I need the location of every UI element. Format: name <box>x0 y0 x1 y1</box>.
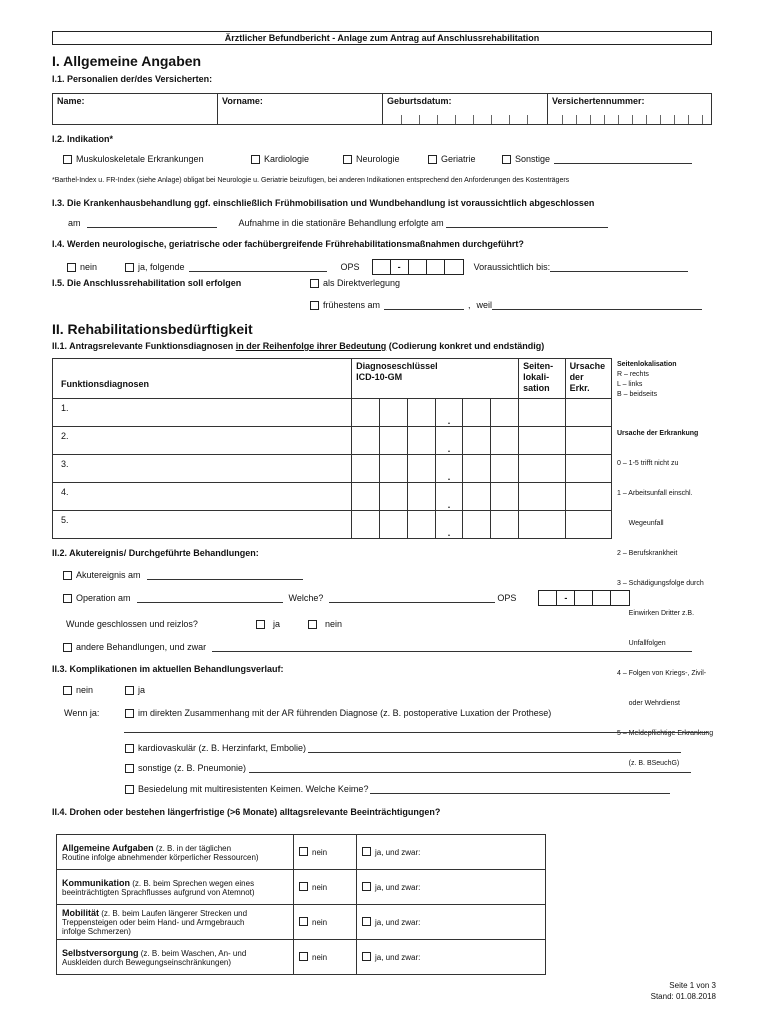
nein-label: nein <box>312 848 328 857</box>
beeintraechtigung-title: Kommunikation <box>62 877 131 888</box>
icd-cell-dot[interactable]: . <box>435 427 463 455</box>
beeintraechtigung-text: Routine infolge abnehmender körperlicher Ressourcen) <box>62 852 259 862</box>
beeintraechtigungen-heading: II.4. Drohen oder bestehen längerfristige (>6 Monate) alltagsrelevante Beeinträchtigungen? <box>52 807 441 817</box>
fruehestens-row: frühestens am , weil <box>310 300 702 310</box>
legend-item: 1 – Arbeitsunfall einschl. <box>617 490 693 497</box>
beeintraechtigung-desc <box>57 835 294 870</box>
diagnose-table <box>52 358 612 539</box>
versichertennummer-label: Versichertennummer: <box>552 96 645 106</box>
voraussichtlich-label: Voraussichtlich bis: <box>473 262 551 272</box>
name-label: Name: <box>57 96 85 106</box>
ops-dash: - <box>557 591 575 605</box>
legend-item: Einwirken Dritter z.B. <box>617 610 695 617</box>
seitenlokalisation-legend <box>617 360 747 400</box>
abschluss-date-input[interactable] <box>87 219 217 228</box>
nein-label: nein <box>80 262 98 272</box>
diagnose-row <box>53 427 612 455</box>
kommunikation-nein-checkbox[interactable] <box>299 882 308 891</box>
fruehestens-date-input[interactable] <box>384 301 464 310</box>
page-number: Seite 1 von 3 <box>669 981 716 990</box>
komplikation-direkt-checkbox[interactable] <box>125 709 134 718</box>
th-line: der <box>569 372 584 382</box>
legend-item: 5 – Meldepflichtige Erkrankung <box>617 730 714 737</box>
th-line: lokali- <box>523 372 550 382</box>
personalien-heading: I.1. Personalien der/des Versicherten: <box>52 74 213 84</box>
fruehreha-row <box>67 259 688 275</box>
fruehestens-label: frühestens am <box>323 300 381 310</box>
operation-ops-boxes[interactable] <box>538 590 630 606</box>
versichertennummer-field[interactable] <box>548 94 712 125</box>
icd-cell[interactable] <box>463 427 491 455</box>
weil-input[interactable] <box>492 301 702 310</box>
beeintraechtigung-title: Mobilität <box>62 908 99 918</box>
allgemeine-nein-checkbox[interactable] <box>299 847 308 856</box>
am-label: am <box>68 218 81 228</box>
welche-label: Welche? <box>288 593 324 603</box>
beeintraechtigungen-table <box>56 834 546 975</box>
akutereignis-heading: II.2. Akutereignis/ Durchgeführte Behandlungen: <box>52 548 259 558</box>
icd-cell[interactable] <box>379 399 407 427</box>
section-2-title: II. Rehabilitationsbedürftigkeit <box>52 321 253 337</box>
sonstige-row <box>125 763 691 773</box>
th-line: Ursache <box>569 361 606 371</box>
nein-cell <box>294 940 357 975</box>
indikation-footnote: *Barthel-Index u. FR-Index (siehe Anlage) obligat bei Neurologie u. Geriatrie beizufügen, bei anderen Indikationen entsprechend den Anforderungen des Kostenträgers <box>52 177 570 184</box>
icd-cell[interactable] <box>352 511 380 539</box>
sonstige-input[interactable] <box>554 155 692 164</box>
th-icd <box>352 359 519 399</box>
selbstversorgung-nein-checkbox[interactable] <box>299 952 308 961</box>
ja-label: ja <box>138 685 146 695</box>
fruehreha-ja-checkbox[interactable] <box>125 263 134 272</box>
seite-cell[interactable] <box>519 483 565 511</box>
icd-cell[interactable] <box>491 399 519 427</box>
wunde-ja-checkbox[interactable] <box>256 620 265 629</box>
seite-cell[interactable] <box>519 455 565 483</box>
icd-cell-dot[interactable]: . <box>435 399 463 427</box>
fruehreha-heading: I.4. Werden neurologische, geriatrische oder fachübergreifende Frührehabilitationsmaßnahmen durchgeführt? <box>52 239 524 249</box>
voraussichtlich-input[interactable] <box>550 263 688 272</box>
ja-label: ja, und zwar: <box>375 953 421 962</box>
komplikationen-nein-checkbox[interactable] <box>63 686 72 695</box>
ursache-cell[interactable] <box>565 455 611 483</box>
diagnose-row-label[interactable]: 5. <box>53 511 352 539</box>
beeintraechtigung-row <box>57 870 546 905</box>
funktionsdiagnosen-heading <box>52 341 544 351</box>
legend-item: L – links <box>617 381 643 388</box>
beeintraechtigung-text: Auskleiden durch Bewegungseinschränkungen) <box>62 957 231 967</box>
indikation-neurologie-checkbox[interactable] <box>343 155 352 164</box>
direktverlegung-row <box>310 278 400 288</box>
fruehreha-folgende-input[interactable] <box>189 263 327 272</box>
th-line: Seiten- <box>523 361 554 371</box>
icd-cell[interactable] <box>407 455 435 483</box>
beeintraechtigung-row <box>57 905 546 940</box>
beeintraechtigung-text: (z. B. beim Laufen längerer Strecken und <box>99 909 248 918</box>
ursache-cell[interactable] <box>565 427 611 455</box>
komplikation-keime-checkbox[interactable] <box>125 785 134 794</box>
legend-title: Ursache der Erkrankung <box>617 430 699 437</box>
akutereignis-date-input[interactable] <box>147 571 303 580</box>
icd-cell[interactable] <box>379 455 407 483</box>
beeintraechtigung-text: Treppensteigen oder beim Hand- und Armgebrauch <box>62 918 245 927</box>
icd-cell[interactable] <box>379 511 407 539</box>
icd-cell-dot[interactable]: . <box>435 483 463 511</box>
kommunikation-ja-checkbox[interactable] <box>362 882 371 891</box>
legend-item: 4 – Folgen von Kriegs-, Zivil- <box>617 670 707 677</box>
th-line: sation <box>523 383 550 393</box>
abschluss-row <box>68 218 608 228</box>
indikation-options <box>63 154 692 164</box>
icd-cell[interactable] <box>379 483 407 511</box>
th-icd-line1: Diagnoseschlüssel <box>356 361 438 371</box>
indikation-label: Muskuloskeletale Erkrankungen <box>76 154 204 164</box>
th-line: Erkr. <box>569 383 590 393</box>
nein-label: nein <box>325 619 343 629</box>
diagnose-row-label[interactable]: 3. <box>53 455 352 483</box>
operation-checkbox[interactable] <box>63 594 72 603</box>
indikation-sonstige-checkbox[interactable] <box>502 155 511 164</box>
aufnahme-date-input[interactable] <box>446 219 608 228</box>
ja-cell <box>357 835 546 870</box>
beeintraechtigung-title: Allgemeine Aufgaben <box>62 842 154 853</box>
selbstversorgung-ja-checkbox[interactable] <box>362 952 371 961</box>
legend-item: Wegeunfall <box>617 520 664 527</box>
operation-welche-input[interactable] <box>329 594 495 603</box>
icd-cell-dot[interactable]: . <box>435 455 463 483</box>
legend-item: oder Wehrdienst <box>617 700 680 707</box>
seite-cell[interactable] <box>519 399 565 427</box>
komplikationen-ja-checkbox[interactable] <box>125 686 134 695</box>
indikation-heading: I.2. Indikation* <box>52 134 114 144</box>
ursache-cell[interactable] <box>565 511 611 539</box>
beeintraechtigung-title: Selbstversorgung <box>62 947 139 958</box>
legend-title: Seitenlokalisation <box>617 361 677 368</box>
komplikation-label: Besiedelung mit multiresistenten Keimen. Welche Keime? <box>138 784 369 794</box>
nein-label: nein <box>76 685 94 695</box>
icd-cell[interactable] <box>407 511 435 539</box>
fruehestens-checkbox[interactable] <box>310 301 319 310</box>
beeintraechtigung-text: (z. B. beim Sprechen wegen eines <box>130 878 255 888</box>
ops-dash: - <box>391 260 409 274</box>
th-seitenlokalisation <box>519 359 565 399</box>
beeintraechtigung-text: beeinträchtigten Sprachflusses aufgrund von Atemnot) <box>62 887 255 897</box>
komplikation-sonstige-input[interactable] <box>249 764 691 773</box>
nein-cell <box>294 835 357 870</box>
diagnose-row <box>53 483 612 511</box>
icd-cell[interactable] <box>407 483 435 511</box>
komplikation-direkt-input[interactable] <box>124 732 708 733</box>
operation-label: Operation am <box>76 593 131 603</box>
legend-item: B – beidseits <box>617 391 658 398</box>
fruehreha-nein-checkbox[interactable] <box>67 263 76 272</box>
geburtsdatum-label: Geburtsdatum: <box>387 96 452 106</box>
ja-cell <box>357 870 546 905</box>
indikation-label: Geriatrie <box>441 154 476 164</box>
wunde-label: Wunde geschlossen und reizlos? <box>66 619 198 629</box>
section-1-title: I. Allgemeine Angaben <box>52 53 202 69</box>
legend-item: 0 – 1-5 trifft nicht zu <box>617 460 679 467</box>
legend-item: Unfallfolgen <box>617 640 666 647</box>
icd-cell[interactable] <box>352 427 380 455</box>
personalien-table <box>52 93 712 125</box>
nein-label: nein <box>312 883 328 892</box>
ja-label: ja, und zwar: <box>375 883 421 892</box>
legend-item: (z. B. BSeuchG) <box>617 760 680 767</box>
icd-cell[interactable] <box>407 427 435 455</box>
ursache-legend <box>617 409 747 779</box>
vorname-field[interactable] <box>218 94 383 125</box>
operation-row <box>63 590 630 606</box>
heading-part: (Codierung konkret und endständig) <box>386 341 545 351</box>
akutereignis-checkbox[interactable] <box>63 571 72 580</box>
stand-date: Stand: 01.08.2018 <box>650 992 716 1001</box>
ja-label: ja, und zwar: <box>375 918 421 927</box>
mobilitaet-nein-checkbox[interactable] <box>299 917 308 926</box>
legend-item: 2 – Berufskrankheit <box>617 550 678 557</box>
ja-cell <box>357 905 546 940</box>
krankenhausbehandlung-heading: I.3. Die Krankenhausbehandlung ggf. einschließlich Frühmobilisation und Wundbehandlung ist voraussichtlich abgeschlossen <box>52 198 595 208</box>
icd-cell[interactable] <box>491 483 519 511</box>
beeintraechtigung-desc <box>57 905 294 940</box>
wunde-nein-checkbox[interactable] <box>308 620 317 629</box>
legend-item: 3 – Schädigungsfolge durch <box>617 580 704 587</box>
komplikation-keime-input[interactable] <box>370 785 670 794</box>
allgemeine-ja-checkbox[interactable] <box>362 847 371 856</box>
nein-label: nein <box>312 953 328 962</box>
beeintraechtigung-text: (z. B. beim Waschen, An- und <box>138 948 247 958</box>
nein-cell <box>294 870 357 905</box>
wenn-ja-row <box>64 708 551 718</box>
beeintraechtigung-desc <box>57 940 294 975</box>
icd-cell[interactable] <box>463 455 491 483</box>
diagnose-row <box>53 455 612 483</box>
indikation-label: Neurologie <box>356 154 400 164</box>
heading-part-underlined: in der Reihenfolge ihrer Bedeutung <box>235 341 387 351</box>
ops-label: OPS <box>497 593 517 603</box>
icd-cell[interactable] <box>407 399 435 427</box>
ja-label: ja, und zwar: <box>375 848 421 857</box>
icd-cell[interactable] <box>491 455 519 483</box>
icd-cell[interactable] <box>463 399 491 427</box>
beeintraechtigung-text: infolge Schmerzen) <box>62 927 131 936</box>
andere-input[interactable] <box>212 643 692 652</box>
diagnose-row-label[interactable]: 4. <box>53 483 352 511</box>
nein-label: nein <box>312 918 328 927</box>
mobilitaet-ja-checkbox[interactable] <box>362 917 371 926</box>
geburtsdatum-field[interactable] <box>383 94 548 125</box>
komplikation-label: kardiovaskulär (z. B. Herzinfarkt, Embolie) <box>138 743 307 753</box>
heading-part: II.1. Antragsrelevante Funktionsdiagnosen <box>52 341 236 351</box>
icd-cell[interactable] <box>352 455 380 483</box>
ursache-cell[interactable] <box>565 399 611 427</box>
indikation-label: Kardiologie <box>264 154 310 164</box>
icd-cell[interactable] <box>491 427 519 455</box>
beeintraechtigung-row <box>57 940 546 975</box>
komplikation-label: sonstige (z. B. Pneumonie) <box>138 763 247 773</box>
andere-label: andere Behandlungen, und zwar <box>76 642 207 652</box>
icd-cell[interactable] <box>352 483 380 511</box>
icd-cell[interactable] <box>463 483 491 511</box>
indikation-label: Sonstige <box>515 154 551 164</box>
vorname-label: Vorname: <box>222 96 263 106</box>
ops-label: OPS <box>340 262 360 272</box>
komplikation-kardio-input[interactable] <box>308 744 681 753</box>
th-ursache <box>565 359 611 399</box>
name-field[interactable] <box>53 94 218 125</box>
icd-cell[interactable] <box>491 511 519 539</box>
icd-cell[interactable] <box>352 399 380 427</box>
diagnose-row <box>53 399 612 427</box>
form-header: Ärztlicher Befundbericht - Anlage zum Antrag auf Anschlussrehabilitation <box>52 31 712 45</box>
seite-cell[interactable] <box>519 511 565 539</box>
icd-cell-dot[interactable]: . <box>435 511 463 539</box>
direktverlegung-label: als Direktverlegung <box>323 278 401 288</box>
operation-date-input[interactable] <box>137 594 283 603</box>
beeintraechtigung-desc <box>57 870 294 905</box>
page-footer <box>651 980 716 1002</box>
wunde-row <box>66 619 342 629</box>
weil-label: weil <box>476 300 493 310</box>
kardiovaskulaer-row <box>125 743 681 753</box>
seite-cell[interactable] <box>519 427 565 455</box>
diagnose-row-label[interactable]: 1. <box>53 399 352 427</box>
ja-cell <box>357 940 546 975</box>
th-funktionsdiagnosen: Funktionsdiagnosen <box>53 359 352 399</box>
ja-label: ja <box>273 619 281 629</box>
komplikation-sonstige-checkbox[interactable] <box>125 764 134 773</box>
icd-cell[interactable] <box>379 427 407 455</box>
wenn-ja-label: Wenn ja: <box>64 708 100 718</box>
th-icd-line2: ICD-10-GM <box>356 372 403 382</box>
indikation-muskuloskeletal-checkbox[interactable] <box>63 155 72 164</box>
andere-row <box>63 642 692 652</box>
direktverlegung-checkbox[interactable] <box>310 279 319 288</box>
indikation-geriatrie-checkbox[interactable] <box>428 155 437 164</box>
ops-code-boxes[interactable] <box>372 259 464 275</box>
beeintraechtigung-row <box>57 835 546 870</box>
diagnose-row <box>53 511 612 539</box>
ursache-cell[interactable] <box>565 483 611 511</box>
keime-row <box>125 784 670 794</box>
komplikation-label: im direkten Zusammenhang mit der AR führenden Diagnose (z. B. postoperative Luxation der Prothese) <box>138 708 552 718</box>
anschlussreha-heading: I.5. Die Anschlussrehabilitation soll erfolgen <box>52 278 242 288</box>
beeintraechtigung-text: (z. B. in der täglichen <box>153 843 232 853</box>
ja-folgende-label: ja, folgende <box>138 262 185 272</box>
komplikation-kardio-checkbox[interactable] <box>125 744 134 753</box>
akutereignis-label: Akutereignis am <box>76 570 141 580</box>
icd-cell[interactable] <box>463 511 491 539</box>
diagnose-row-label[interactable]: 2. <box>53 427 352 455</box>
legend-item: R – rechts <box>617 371 649 378</box>
komplikationen-row <box>63 685 145 695</box>
andere-behandlungen-checkbox[interactable] <box>63 643 72 652</box>
nein-cell <box>294 905 357 940</box>
komplikationen-heading: II.3. Komplikationen im aktuellen Behandlungsverlauf: <box>52 664 284 674</box>
akutereignis-row <box>63 570 303 580</box>
indikation-kardiologie-checkbox[interactable] <box>251 155 260 164</box>
aufnahme-label: Aufnahme in die stationäre Behandlung erfolgte am <box>238 218 444 228</box>
